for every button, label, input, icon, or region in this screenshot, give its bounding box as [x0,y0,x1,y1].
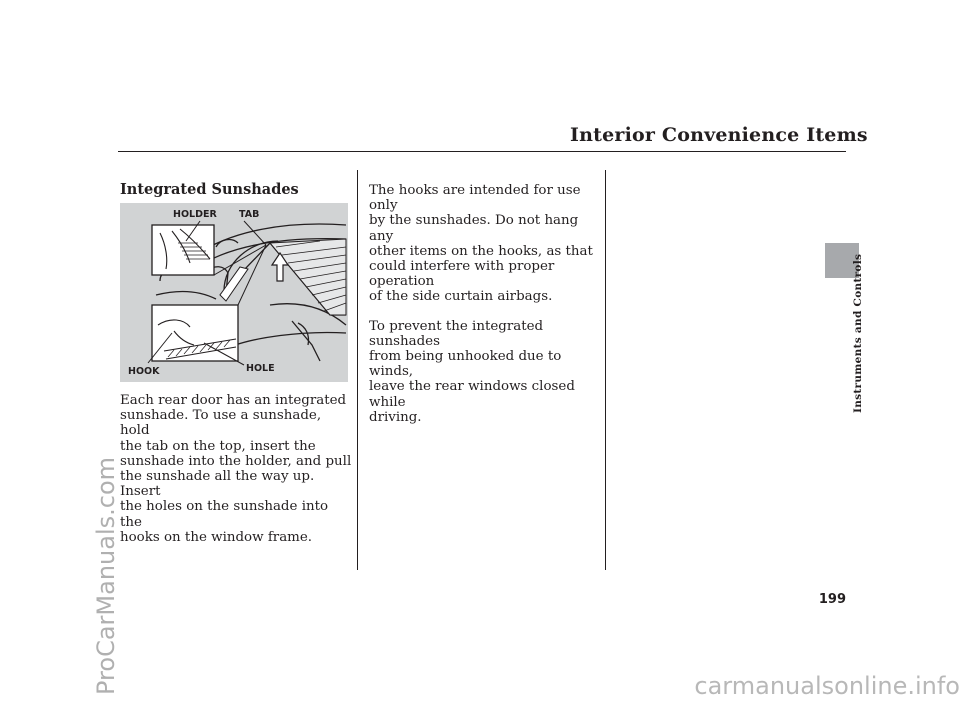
side-tab-label-wrap [848,253,870,413]
column-divider-left [357,170,358,570]
hook-label: HOOK [128,366,160,377]
side-watermark: ProCarManuals.com [92,456,120,695]
page-title: Interior Convenience Items [570,124,868,146]
instruction-paragraph: Each rear door has an integrated sunshade. To use a sunshade, hold the tab on the top, insert the sunshade into the holder, and pull the sunshade all the way up. Insert the holes on the sunshade into the hooks on the window frame. [120,393,352,545]
right-column-text [369,183,601,425]
hooks-warning-paragraph: The hooks are intended for use only by the sunshades. Do not hang any other items on the hooks, as that could interfere with proper operation of the side curtain airbags. [369,183,593,305]
hole-label: HOLE [246,363,275,374]
sunshade-diagram [120,203,348,382]
side-watermark-wrap [92,430,122,720]
page-number: 199 [818,592,846,607]
header-divider [118,151,846,152]
section-title: Integrated Sunshades [120,181,299,198]
wind-paragraph: To prevent the integrated sunshades from being unhooked due to winds, leave the rear windows closed while driving. [369,318,575,425]
column-divider-right [605,170,606,570]
sunshade-illustration [120,203,348,382]
footer-watermark: carmanualsonline.info [694,672,960,700]
side-tab-label: Instruments and Controls [852,253,864,413]
left-column-text [120,393,352,545]
tab-label: TAB [239,209,260,220]
holder-label: HOLDER [173,209,217,220]
